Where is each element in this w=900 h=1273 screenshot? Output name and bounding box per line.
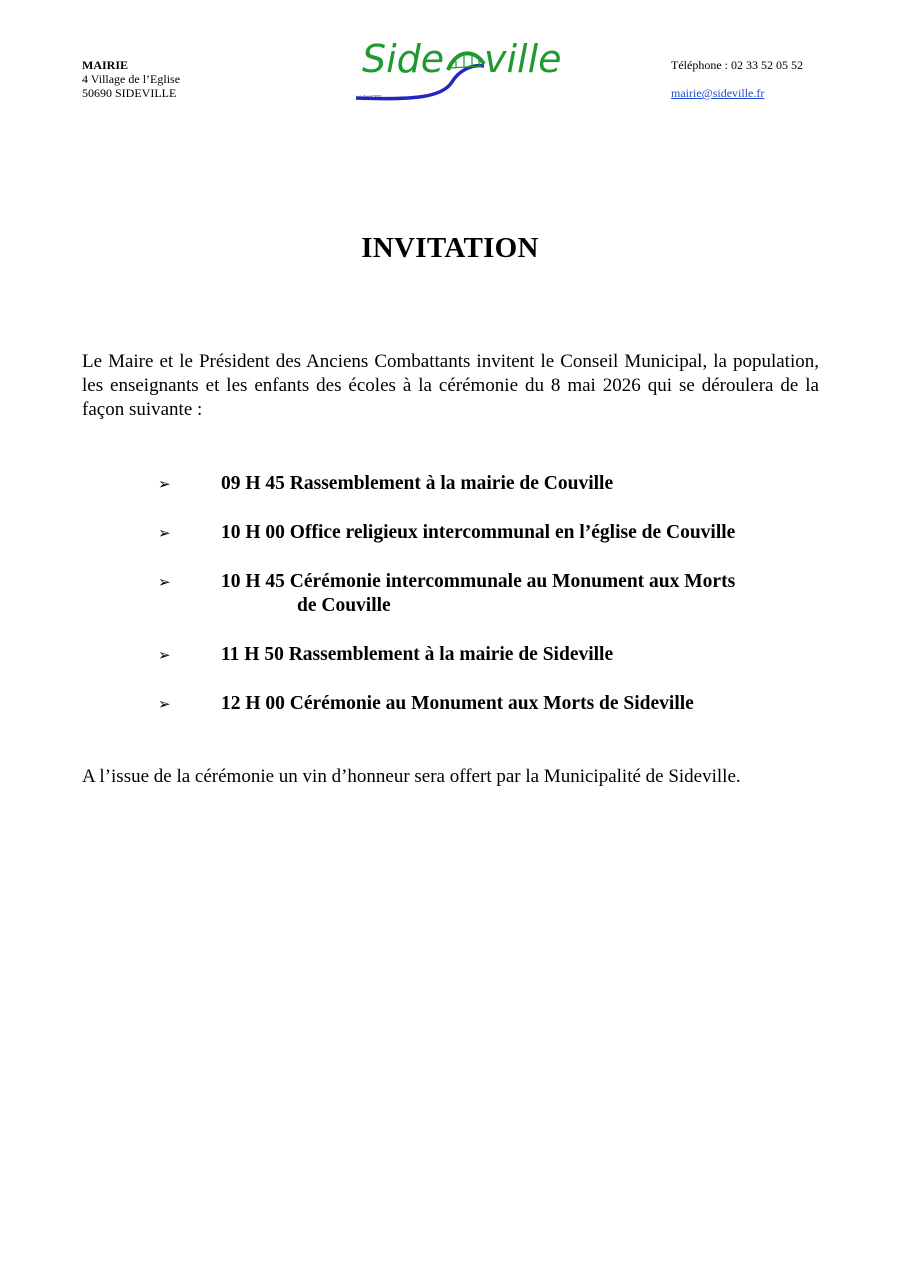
logo-text-right: ville bbox=[484, 37, 562, 81]
logo-tagline: LA DIVETTE bbox=[356, 96, 383, 101]
schedule-item-text bbox=[221, 570, 801, 618]
email-link[interactable]: mairie@sideville.fr bbox=[671, 86, 765, 100]
schedule-item-text: 11 H 50 Rassemblement à la mairie de Sideville bbox=[221, 644, 614, 665]
mairie-address-block bbox=[82, 58, 180, 100]
sideville-logo bbox=[352, 20, 562, 104]
arrowhead-bullet-icon: ➢ bbox=[158, 646, 171, 664]
arrowhead-bullet-icon: ➢ bbox=[158, 695, 171, 713]
phone-number: Téléphone : 02 33 52 05 52 bbox=[671, 58, 803, 72]
logo-text-left: Side bbox=[362, 37, 445, 81]
schedule-item-text-line: 10 H 45 Cérémonie intercommunale au Monument aux Morts bbox=[221, 571, 736, 592]
schedule-item-text: 10 H 00 Office religieux intercommunal en l’église de Couville bbox=[221, 522, 736, 543]
contact-block bbox=[671, 58, 803, 100]
schedule-item-text: 09 H 45 Rassemblement à la mairie de Couville bbox=[221, 473, 614, 494]
mairie-address-line1: 4 Village de l’Eglise bbox=[82, 72, 181, 86]
mairie-name: MAIRIE bbox=[82, 58, 129, 72]
arrowhead-bullet-icon: ➢ bbox=[158, 524, 171, 542]
schedule-item-text-continuation: de Couville bbox=[297, 595, 391, 616]
closing-paragraph: A l’issue de la cérémonie un vin d’honneur sera offert par la Municipalité de Sideville. bbox=[82, 766, 741, 787]
sideville-logo-image bbox=[352, 20, 562, 104]
page-title: INVITATION bbox=[361, 232, 539, 264]
arrowhead-bullet-icon: ➢ bbox=[158, 475, 171, 493]
schedule-item-text: 12 H 00 Cérémonie au Monument aux Morts de Sideville bbox=[221, 693, 694, 714]
mairie-address-line2: 50690 SIDEVILLE bbox=[82, 86, 177, 100]
arrowhead-bullet-icon: ➢ bbox=[158, 573, 171, 591]
intro-paragraph: Le Maire et le Président des Anciens Combattants invitent le Conseil Municipal, la population, les enseignants et les enfants des écoles à la cérémonie du 8 mai 2026 qui se déroulera de la façon suivante : bbox=[82, 351, 819, 420]
